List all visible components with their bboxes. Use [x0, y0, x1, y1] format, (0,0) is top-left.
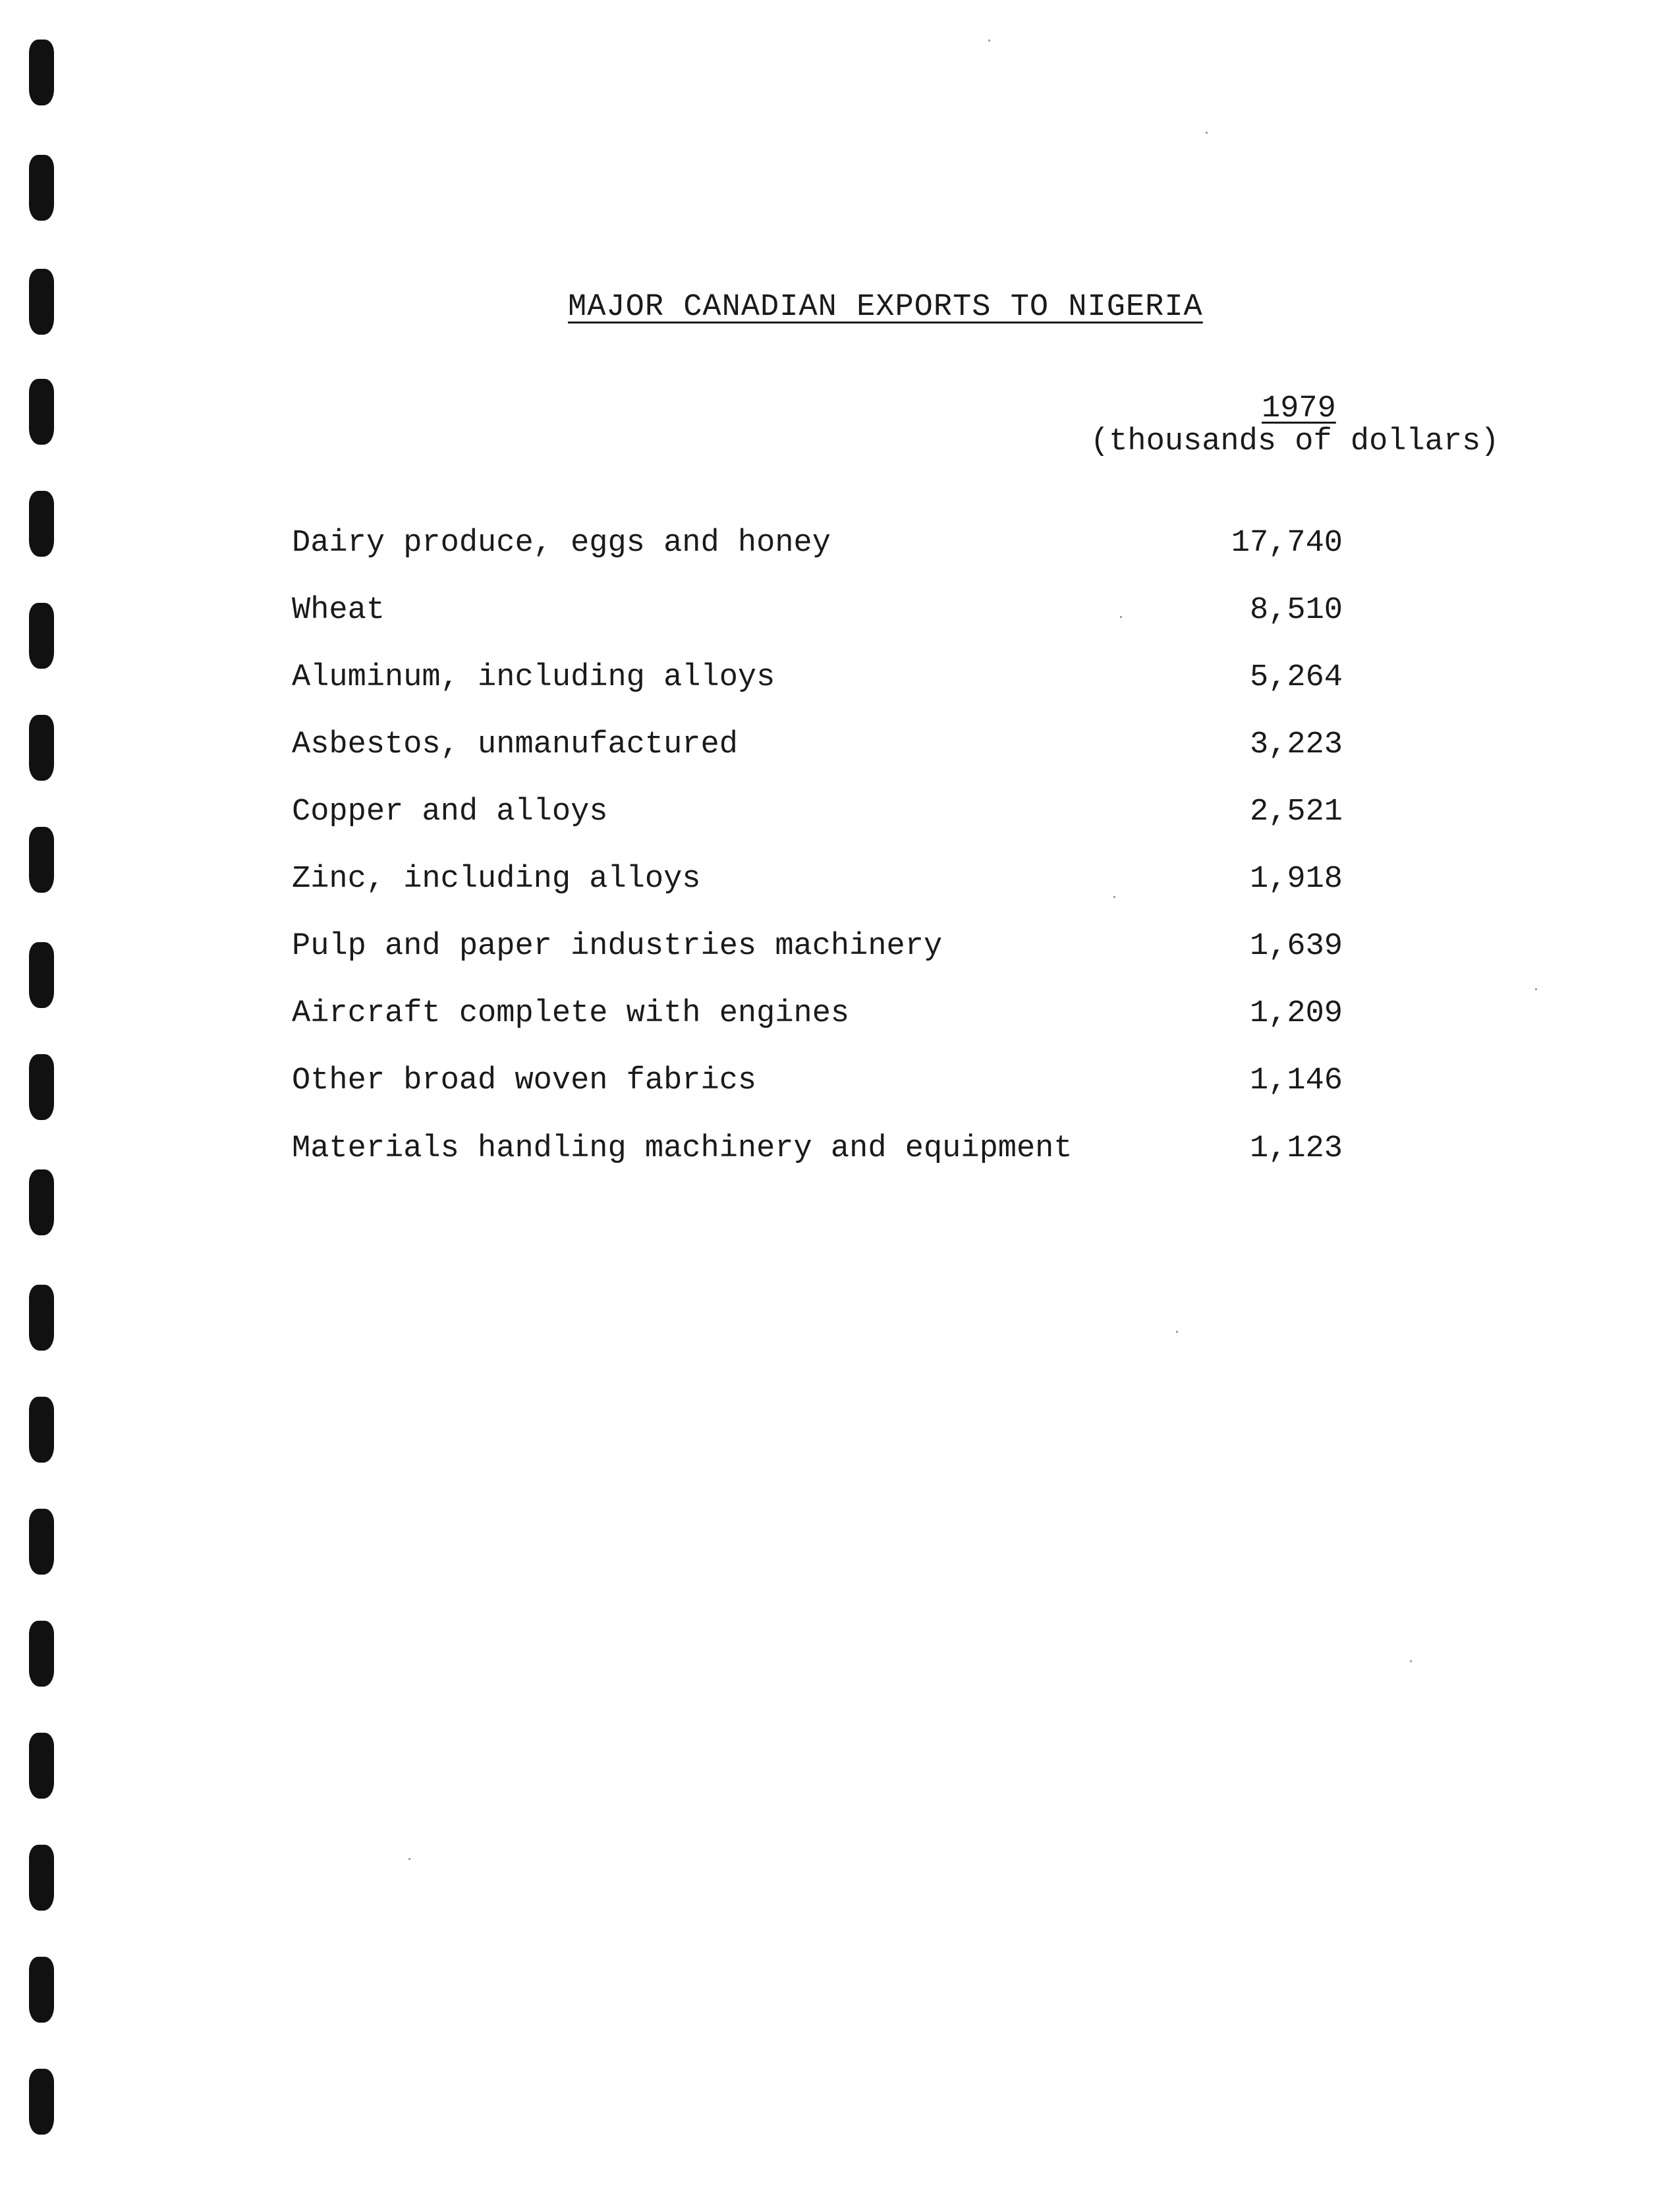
row-label: Other broad woven fabrics: [292, 1063, 757, 1098]
row-label: Aluminum, including alloys: [292, 660, 775, 695]
table-row: [0, 526, 1680, 565]
row-label: Pulp and paper industries machinery: [292, 929, 943, 964]
scan-speck: [1113, 896, 1115, 898]
binding-hole: [29, 2069, 54, 2135]
binding-hole: [29, 1621, 54, 1687]
binding-hole: [29, 40, 54, 105]
binding-hole: [29, 1509, 54, 1575]
scan-speck: [988, 40, 990, 42]
table-row: [0, 660, 1680, 700]
table-row: [0, 1131, 1680, 1171]
row-value: 1,918: [1249, 862, 1343, 897]
binding-hole: [29, 269, 54, 335]
binding-hole: [29, 155, 54, 221]
binding-hole: [29, 1397, 54, 1463]
binding-hole: [29, 1285, 54, 1351]
row-label: Dairy produce, eggs and honey: [292, 526, 831, 561]
row-value: 1,639: [1249, 929, 1343, 964]
row-label: Aircraft complete with engines: [292, 996, 850, 1031]
table-row: [0, 929, 1680, 968]
row-label: Wheat: [292, 593, 385, 628]
row-label: Materials handling machinery and equipment: [292, 1131, 1073, 1166]
row-value: 17,740: [1231, 526, 1343, 561]
row-value: 1,146: [1249, 1063, 1343, 1098]
row-label: Zinc, including alloys: [292, 862, 701, 897]
row-value: 8,510: [1249, 593, 1343, 628]
binding-hole: [29, 1733, 54, 1799]
binding-hole: [29, 1845, 54, 1911]
row-value: 2,521: [1249, 795, 1343, 829]
row-value: 1,123: [1249, 1131, 1343, 1166]
binding-hole: [29, 1957, 54, 2023]
binding-hole: [29, 1169, 54, 1235]
table-row: [0, 996, 1680, 1036]
scan-speck: [1410, 1660, 1412, 1662]
scan-speck: [1206, 132, 1208, 134]
row-label: Copper and alloys: [292, 795, 608, 829]
table-row: [0, 593, 1680, 632]
binding-hole: [29, 379, 54, 445]
table-row: [0, 862, 1680, 901]
row-value: 3,223: [1249, 727, 1343, 762]
table-row: [0, 727, 1680, 767]
column-header-unit: (thousands of dollars): [1090, 424, 1499, 459]
scan-speck: [1120, 616, 1122, 618]
scan-speck: [1176, 1331, 1178, 1333]
scan-speck: [408, 1858, 410, 1860]
column-header-year: 1979: [1262, 391, 1336, 426]
document-title: MAJOR CANADIAN EXPORTS TO NIGERIA: [568, 290, 1203, 325]
table-row: [0, 795, 1680, 834]
scan-speck: [1535, 988, 1537, 990]
row-value: 1,209: [1249, 996, 1343, 1031]
table-row: [0, 1063, 1680, 1103]
row-value: 5,264: [1249, 660, 1343, 695]
row-label: Asbestos, unmanufactured: [292, 727, 738, 762]
